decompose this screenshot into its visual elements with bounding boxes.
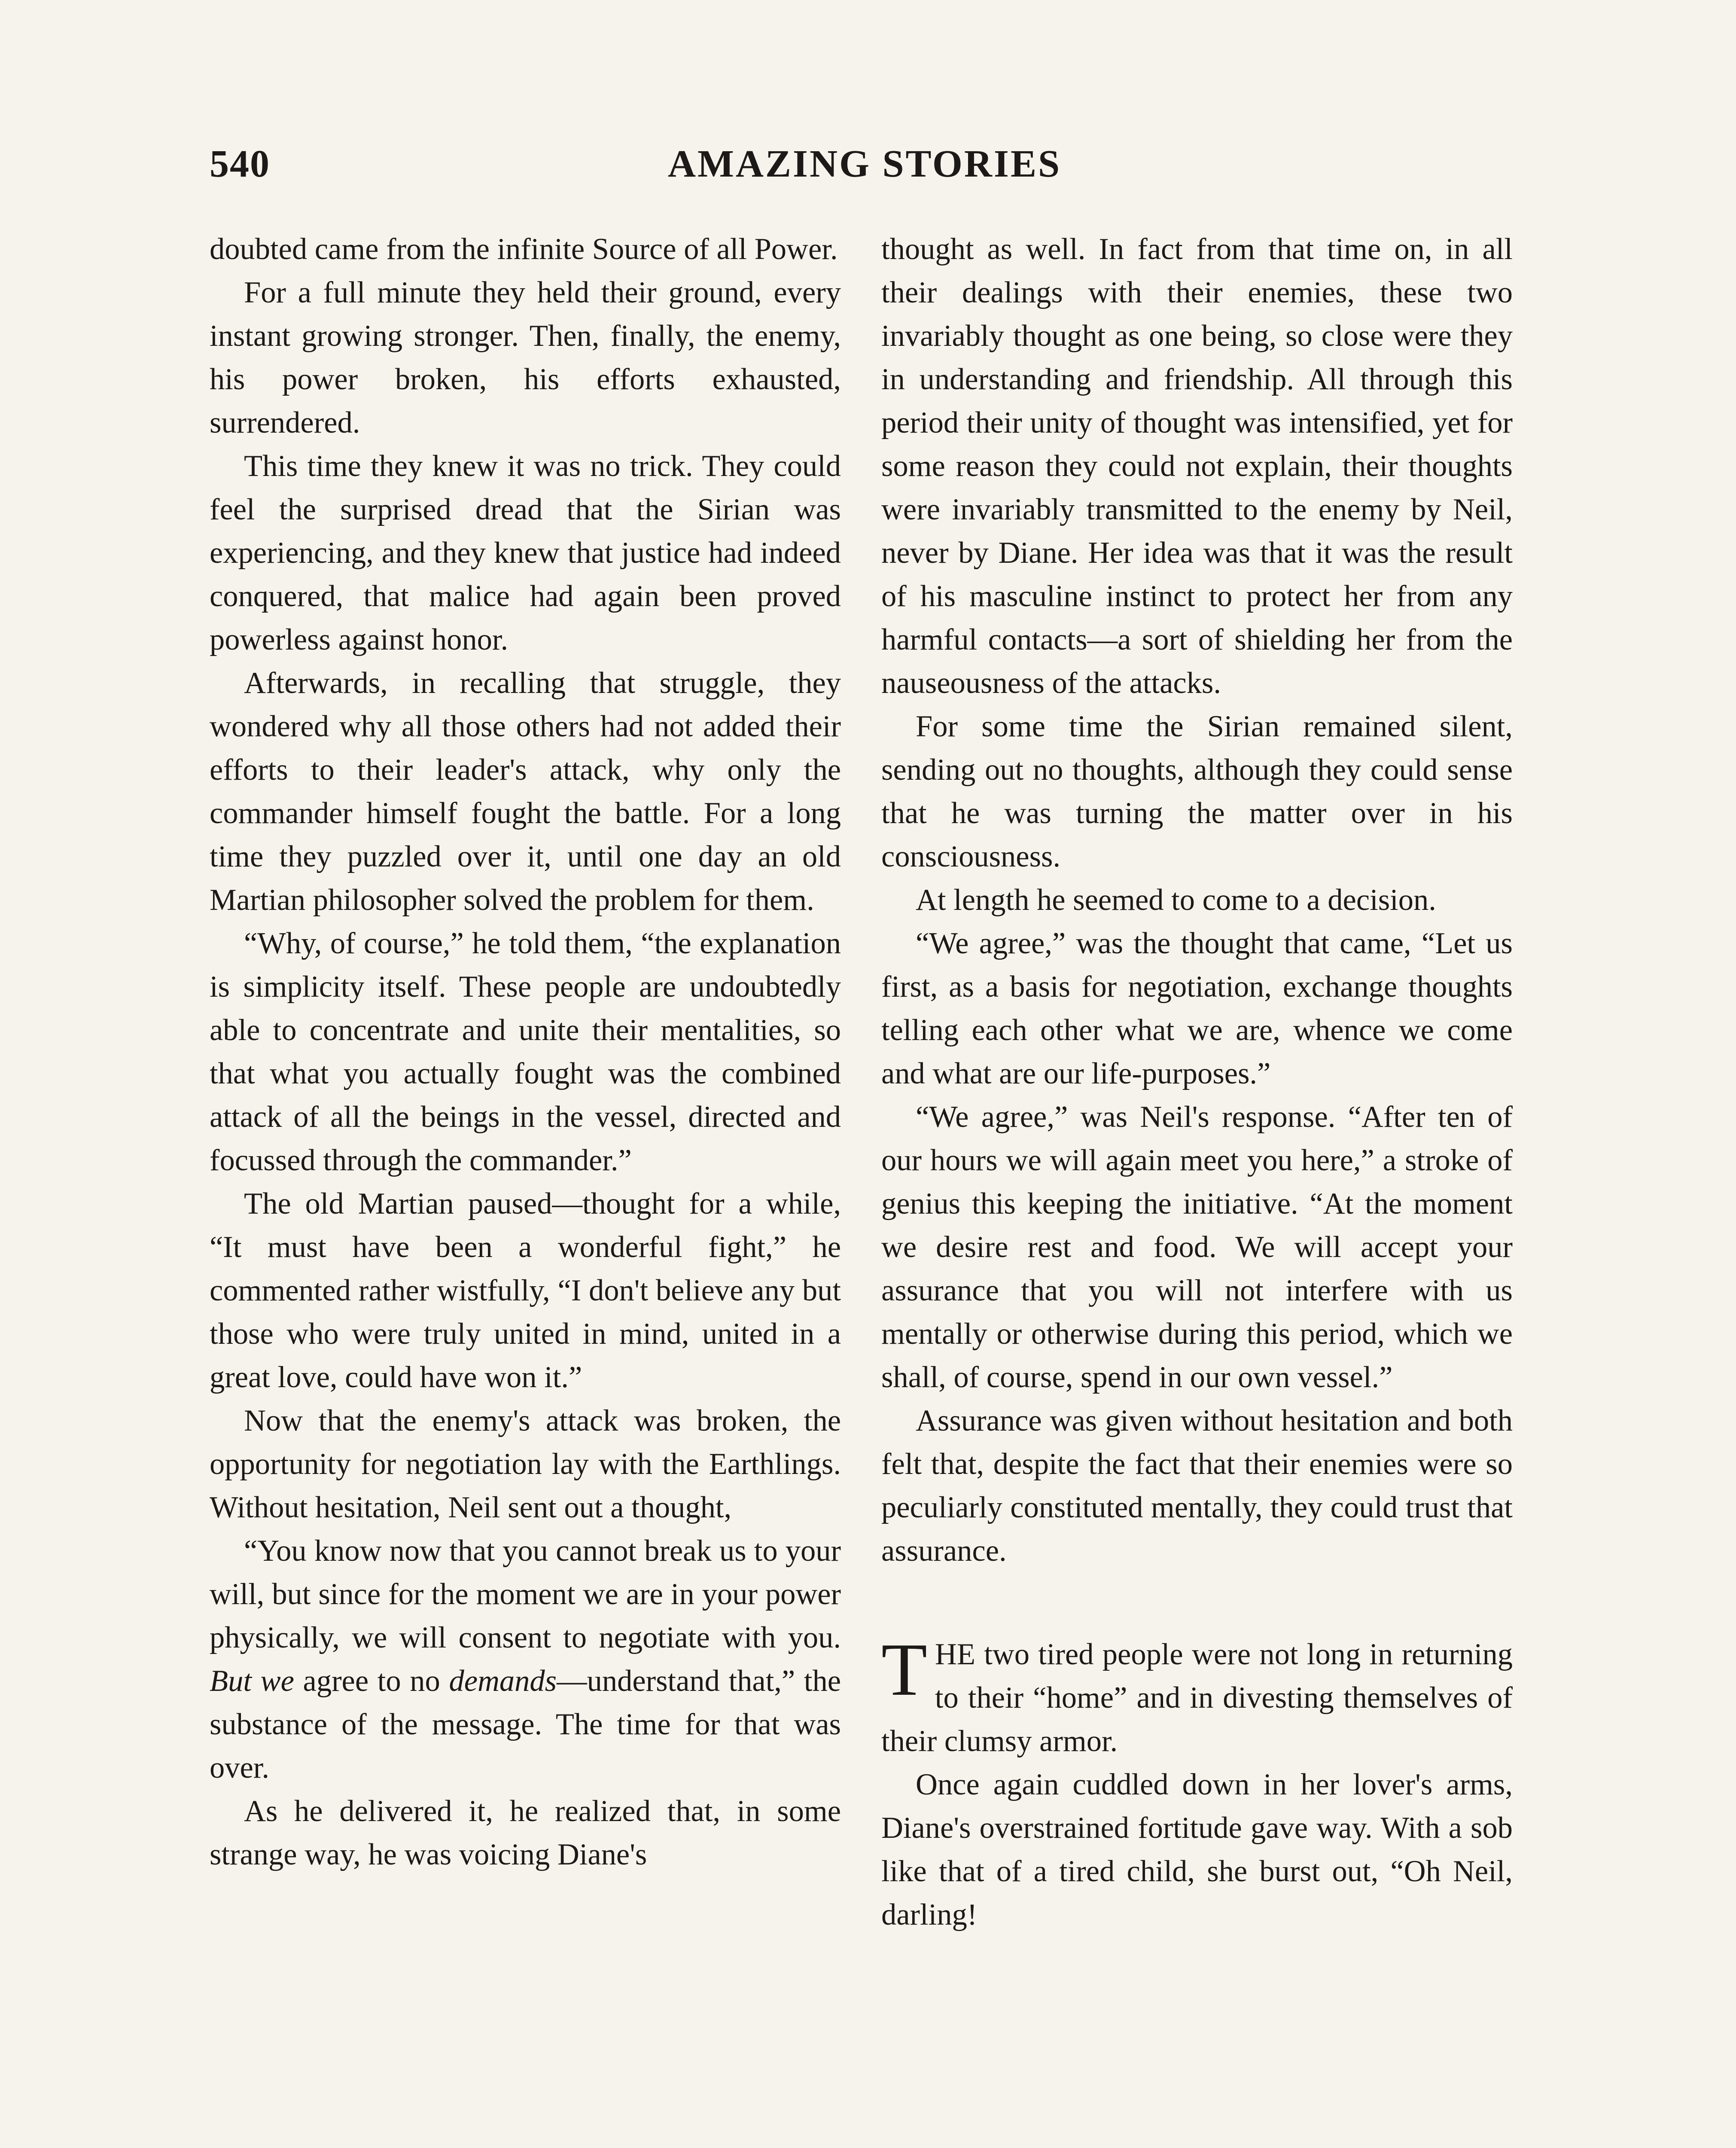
paragraph: The old Martian paused—thought for a while, “It must have been a wonderful fight,” he commented rather wistfully, “I don't believe any but those who were truly united in mind, united in a great love, could have won it.” <box>210 1187 841 1394</box>
paragraph: For a full minute they held their ground, every instant growing stronger. Then, finally, the enemy, his power broken, his efforts exhausted, surrendered. <box>210 276 841 439</box>
paragraph: For some time the Sirian remained silent, sending out no thoughts, although they could sense that he was turning the matter over in his consciousness. <box>881 710 1513 873</box>
text-run: “You know now that you cannot break us to your will, but since for the moment we are in your power physically, we will consent to negotiate with you. <box>210 1534 841 1654</box>
paragraph: Now that the enemy's attack was broken, the opportunity for negotiation lay with the Earthlings. Without hesitation, Neil sent out a thought, <box>210 1404 841 1524</box>
emphasis-text: demands <box>449 1664 557 1698</box>
paragraph: Afterwards, in recalling that struggle, they wondered why all those others had not added their efforts to their leader's attack, why only the commander himself fought the battle. For a long time they puzzled over it, until one day an old Martian philosopher solved the problem for them. <box>210 666 841 917</box>
left-column <box>210 228 841 1876</box>
paragraph: “We agree,” was Neil's response. “After ten of our hours we will again meet you here,” a stroke of genius this keeping the initiative. “At the moment we desire rest and food. We will accept your assurance that you will not interfere with us mentally or otherwise during this period, which we shall, of course, spend in our own vessel.” <box>881 1100 1513 1394</box>
section-opening-paragraph <box>881 1628 1513 1763</box>
text-run: HE two tired people were not long in returning to their “home” and in divesting themselves of their clumsy armor. <box>881 1638 1513 1758</box>
paragraph-with-emphasis <box>210 1529 841 1790</box>
magazine-title: AMAZING STORIES <box>667 143 1062 185</box>
paragraph: As he delivered it, he realized that, in some strange way, he was voicing Diane's <box>210 1794 841 1871</box>
page-header <box>210 142 1520 193</box>
page-number: 540 <box>210 143 270 185</box>
paragraph: Assurance was given without hesitation and both felt that, despite the fact that their enemies were so peculiarly constituted mentally, they could trust that assurance. <box>881 1404 1513 1568</box>
text-run: —understand that,” the substance of the message. The time for that was over. <box>210 1664 841 1785</box>
paragraph: At length he seemed to come to a decision. <box>916 883 1436 917</box>
paragraph: “Why, of course,” he told them, “the explanation is simplicity itself. These people are undoubtedly able to concentrate and unite their mentalities, so that what you actually fought was the combined attack of all the beings in the vessel, directed and focussed through the commander.” <box>210 927 841 1177</box>
text-run: agree to no <box>294 1664 449 1698</box>
drop-cap: T <box>881 1628 927 1711</box>
paragraph: This time they knew it was no trick. They could feel the surprised dread that the Sirian was experiencing, and they knew that justice had indeed conquered, that malice had again been proved powerless against honor. <box>210 449 841 656</box>
paragraph: “We agree,” was the thought that came, “Let us first, as a basis for negotiation, exchange thoughts telling each other what we are, whence we come and what are our life-purposes.” <box>881 927 1513 1090</box>
right-column <box>881 228 1513 1937</box>
paragraph: Once again cuddled down in her lover's arms, Diane's overstrained fortitude gave way. With a sob like that of a tired child, she burst out, “Oh Neil, darling! <box>881 1768 1513 1931</box>
paragraph: doubted came from the infinite Source of all Power. <box>210 232 838 266</box>
paragraph: thought as well. In fact from that time on, in all their dealings with their enemies, these two invariably thought as one being, so close were they in understanding and friendship. All through this period their unity of thought was intensified, yet for some reason they could not explain, their thoughts were invariably transmitted to the enemy by Neil, never by Diane. Her idea was that it was the result of his masculine instinct to protect her from any harmful contacts—a sort of shielding her from the nauseousness of the attacks. <box>881 232 1513 700</box>
emphasis-text: But we <box>210 1664 294 1698</box>
